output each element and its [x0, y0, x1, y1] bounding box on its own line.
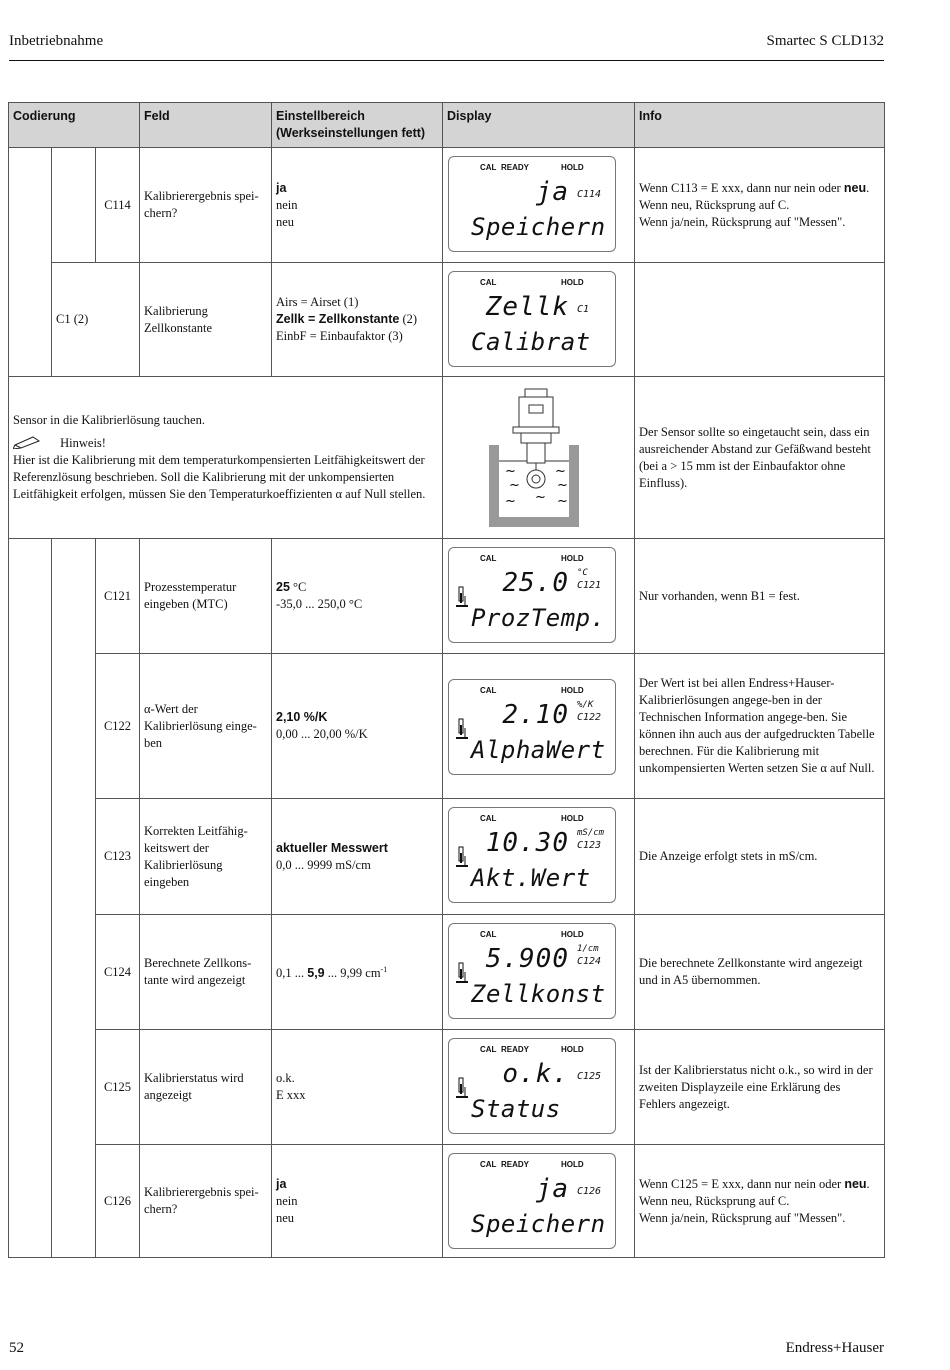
lcd-screen	[448, 923, 616, 1019]
lcd-code: C122	[577, 712, 602, 723]
thermometer-icon	[455, 718, 469, 740]
info-c1	[634, 262, 885, 377]
lcd-status: CAL	[480, 1160, 497, 1169]
field-c125	[139, 1029, 272, 1145]
sensor-text: Sensor in die Kalibrierlösung tauchen.	[13, 413, 205, 427]
range-option: nein	[276, 1193, 298, 1208]
lcd-status: HOLD	[561, 686, 584, 695]
svg-text:~: ~	[557, 494, 568, 509]
lcd-line2: AlphaWert	[471, 736, 606, 764]
lcd-value: 2.10	[502, 700, 569, 730]
range-c1	[271, 262, 443, 377]
lcd-status: CAL	[480, 163, 497, 172]
range-option: E xxx	[276, 1088, 306, 1102]
col-header-info: Info	[634, 102, 885, 148]
lcd-status: HOLD	[561, 1045, 584, 1054]
hint-label: Hinweis!	[60, 436, 106, 450]
field-text: Kalibrierergebnis spei-chern?	[144, 1185, 259, 1216]
field-text: Kalibrierung Zellkonstante	[144, 303, 213, 335]
sensor-instructions	[8, 376, 443, 539]
indent-cell	[8, 538, 52, 1258]
code-c114: C114	[95, 147, 140, 263]
info-line: Wenn C125 = E xxx, dann nur nein oder	[639, 1176, 842, 1191]
lcd-screen	[448, 1038, 616, 1134]
lcd-code: C123	[577, 840, 602, 851]
svg-text:~: ~	[509, 478, 520, 493]
code-c121: C121	[95, 538, 140, 654]
info-bold: neu	[844, 1176, 867, 1191]
range-suffix: (2)	[399, 312, 418, 326]
info-bold: neu	[843, 180, 867, 195]
lcd-line2: Calibrat	[471, 328, 591, 356]
range-unit: °C	[289, 580, 307, 594]
lcd-status: HOLD	[561, 930, 584, 939]
header-rule	[9, 60, 884, 61]
lcd-unit: %/K	[577, 700, 594, 710]
field-c126	[139, 1144, 272, 1258]
lcd-screen	[448, 679, 616, 775]
range-c123	[271, 798, 443, 915]
code-c125: C125	[95, 1029, 140, 1145]
info-text: Nur vorhanden, wenn B1 = fest.	[639, 588, 800, 603]
field-text: Kalibrierergebnis spei-chern?	[144, 189, 259, 220]
range-option: neu	[276, 214, 295, 229]
svg-text:~: ~	[535, 490, 546, 505]
svg-text:~: ~	[555, 464, 566, 479]
code-c124: C124	[95, 914, 140, 1030]
indent-cell	[51, 538, 96, 1258]
range-exponent: -1	[380, 965, 388, 975]
info-c124	[634, 914, 885, 1030]
col-header-codierung: Codierung	[8, 102, 140, 148]
info-sensor	[634, 376, 885, 539]
info-line: Wenn ja/nein, Rücksprung auf "Messen".	[639, 214, 846, 229]
range-c126	[271, 1144, 443, 1258]
range-c124	[271, 914, 443, 1030]
display-c114	[442, 147, 635, 263]
lcd-code: C126	[577, 1186, 602, 1197]
lcd-status: CAL	[480, 1045, 497, 1054]
info-text: Die berechnete Zellkonstante wird angezeigt und in A5 übernommen.	[639, 956, 863, 987]
range-c121	[271, 538, 443, 654]
thermometer-icon	[455, 1077, 469, 1099]
display-c124	[442, 914, 635, 1030]
range-max: ... 9,99 cm	[324, 966, 381, 981]
lcd-line2: Akt.Wert	[471, 864, 591, 892]
lcd-value: 10.30	[485, 828, 569, 858]
code-c122: C122	[95, 653, 140, 799]
lcd-screen	[448, 156, 616, 252]
lcd-screen	[448, 271, 616, 367]
lcd-unit: °C	[577, 568, 588, 578]
field-text: Kalibrierstatus wird angezeigt	[144, 1071, 244, 1102]
thermometer-icon	[455, 962, 469, 984]
lcd-code: C114	[577, 189, 602, 200]
indent-cell	[51, 147, 96, 263]
code-c1	[51, 262, 140, 377]
info-c122	[634, 653, 885, 799]
field-c124	[139, 914, 272, 1030]
hint-text: Hier ist die Kalibrierung mit dem temperaturkompensierten Leitfähigkeitswert der Referenzlösung beschrieben. Soll die Kalibrierung mit der unkompensierten Leitfähigkeit erfolgen, müssen Sie den Temperaturkoeffizienten α auf Null stellen.	[13, 453, 426, 501]
display-c122	[442, 653, 635, 799]
range-default: 5,9	[307, 966, 325, 981]
info-text: Der Sensor sollte so eingetaucht sein, dass ein ausreichender Abstand zur Gefäßwand besteht (bei a > 15 mm ist der Einbaufaktor ohne Einfluss).	[639, 424, 871, 490]
info-c126	[634, 1144, 885, 1258]
display-c1	[442, 262, 635, 377]
lcd-status: CAL	[480, 554, 497, 563]
display-c125	[442, 1029, 635, 1145]
lcd-status: HOLD	[561, 1160, 584, 1169]
thermometer-icon	[455, 846, 469, 868]
lcd-status: CAL	[480, 930, 497, 939]
header-section-title: Inbetriebnahme	[9, 33, 104, 49]
lcd-line2: Speichern	[471, 1210, 606, 1238]
lcd-unit: 1/cm	[577, 944, 599, 954]
info-text: Die Anzeige erfolgt stets in mS/cm.	[639, 849, 818, 863]
lcd-screen	[448, 1153, 616, 1249]
range-c125	[271, 1029, 443, 1145]
thermometer-icon	[455, 586, 469, 608]
svg-text:~: ~	[557, 478, 568, 493]
brand-name: Endress+Hauser	[785, 1340, 884, 1356]
display-c121	[442, 538, 635, 654]
lcd-status: READY	[501, 1160, 530, 1169]
range-min: 0,1 ...	[276, 966, 308, 981]
lcd-code: C124	[577, 956, 602, 967]
info-line: Wenn C113 = E xxx, dann nur nein oder	[639, 180, 841, 195]
lcd-value: Zellk	[485, 292, 569, 322]
range-option: Airs = Airset (1)	[276, 295, 359, 309]
header-product-name: Smartec S CLD132	[766, 33, 884, 49]
lcd-status: HOLD	[561, 814, 584, 823]
code-c123: C123	[95, 798, 140, 915]
page-number: 52	[9, 1340, 24, 1356]
lcd-status: HOLD	[561, 163, 584, 172]
display-c123	[442, 798, 635, 915]
range-option: EinbF = Einbaufaktor (3)	[276, 329, 403, 343]
lcd-line2: Status	[471, 1095, 561, 1123]
lcd-unit: mS/cm	[577, 828, 605, 838]
info-text: Ist der Kalibrierstatus nicht o.k., so wird in der zweiten Displayzeile eine Erklärung des Fehlers angezeigt.	[639, 1062, 873, 1111]
col-header-feld: Feld	[139, 102, 272, 148]
info-c123	[634, 798, 885, 915]
range-default: Zellk = Zellkonstante	[276, 312, 400, 326]
lcd-value: ja	[535, 177, 569, 207]
svg-text:~: ~	[505, 494, 516, 509]
range-c122	[271, 653, 443, 799]
col-header-display: Display	[442, 102, 635, 148]
range-option: -35,0 ... 250,0 °C	[276, 597, 363, 611]
info-line: Wenn neu, Rücksprung auf C.	[639, 197, 790, 212]
info-punct: .	[866, 180, 870, 195]
info-c114	[634, 147, 885, 263]
lcd-screen	[448, 807, 616, 903]
indent-cell	[8, 147, 52, 377]
lcd-value: 25.0	[502, 568, 569, 598]
sensor-in-vessel-illustration	[443, 377, 634, 538]
lcd-code: C1	[577, 304, 590, 315]
lcd-value: 5.900	[485, 944, 569, 974]
range-default: 2,10 %/K	[276, 710, 328, 724]
calibration-table	[9, 103, 885, 1259]
field-c121	[139, 538, 272, 654]
range-default: aktueller Messwert	[276, 840, 388, 855]
lcd-code: C121	[577, 580, 602, 591]
lcd-status: HOLD	[561, 278, 584, 287]
col-header-einstellbereich: Einstellbereich (Werkseinstellungen fett)	[271, 102, 443, 148]
field-c123	[139, 798, 272, 915]
range-c114	[271, 147, 443, 263]
lcd-status: CAL	[480, 278, 497, 287]
lcd-screen	[448, 547, 616, 643]
range-option: neu	[276, 1210, 295, 1225]
code-c126: C126	[95, 1144, 140, 1258]
info-text: Der Wert ist bei allen Endress+Hauser-Kalibrierlösungen angege-ben in der Technischen Information angege-ben. Sie können ihn auch aus der aufgedruckten Tabelle berechnen. Für die Kalibrierung mit unkompensierten Werten setzen Sie α auf Null.	[639, 676, 875, 775]
svg-text:~: ~	[505, 464, 516, 479]
sensor-illustration	[442, 376, 635, 539]
field-c1	[139, 262, 272, 377]
lcd-line2: Speichern	[471, 213, 606, 241]
range-option: nein	[276, 197, 298, 212]
field-c122	[139, 653, 272, 799]
code-text: C1 (2)	[56, 312, 89, 326]
display-c126	[442, 1144, 635, 1258]
lcd-value: o.k.	[502, 1059, 569, 1089]
info-c125	[634, 1029, 885, 1145]
lcd-status: CAL	[480, 814, 497, 823]
lcd-code: C125	[577, 1071, 602, 1082]
info-line: Wenn ja/nein, Rücksprung auf "Messen".	[639, 1210, 846, 1225]
field-text: Berechnete Zellkons-tante wird angezeigt	[144, 956, 252, 987]
lcd-value: ja	[535, 1174, 569, 1204]
lcd-line2: ProzTemp.	[471, 604, 606, 632]
range-default: 25	[276, 580, 290, 594]
field-text: α-Wert der Kalibrierlösung einge-ben	[144, 701, 257, 750]
range-default: ja	[276, 1176, 287, 1191]
info-c121	[634, 538, 885, 654]
field-text: Prozesstemperatur eingeben (MTC)	[144, 580, 237, 611]
range-option: o.k.	[276, 1071, 295, 1085]
pencil-icon	[13, 435, 43, 449]
range-option: 0,00 ... 20,00 %/K	[276, 727, 368, 741]
lcd-status: HOLD	[561, 554, 584, 563]
info-line: Wenn neu, Rücksprung auf C.	[639, 1193, 790, 1208]
field-text: Korrekten Leitfähig-keitswert der Kalibrierlösung eingeben	[144, 823, 248, 889]
lcd-status: READY	[501, 1045, 530, 1054]
range-default: ja	[276, 180, 287, 195]
lcd-status: READY	[501, 163, 530, 172]
lcd-line2: Zellkonst	[471, 980, 606, 1008]
info-punct: .	[866, 1176, 870, 1191]
field-c114	[139, 147, 272, 263]
lcd-status: CAL	[480, 686, 497, 695]
range-option: 0,0 ... 9999 mS/cm	[276, 857, 371, 872]
